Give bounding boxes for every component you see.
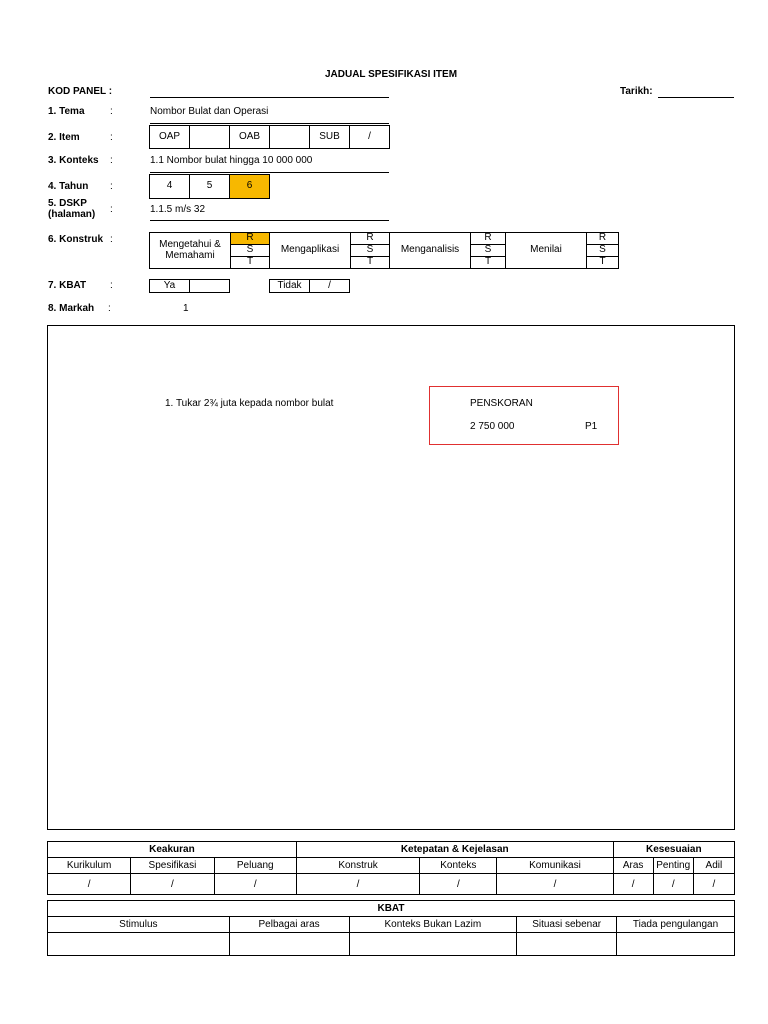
review-col-aras: Aras	[613, 858, 653, 874]
kbat-mark-situasi-sebenar[interactable]	[517, 933, 617, 956]
konstruk-menilai-r[interactable]: R	[586, 232, 619, 245]
kod-panel-line[interactable]	[150, 97, 389, 98]
tahun-option-5[interactable]: 5	[189, 174, 230, 199]
konstruk-menganalisis-t[interactable]: T	[470, 256, 506, 269]
tema-value: Nombor Bulat dan Operasi	[150, 106, 269, 117]
konstruk-menganalisis-s[interactable]: S	[470, 244, 506, 257]
tarikh-label: Tarikh:	[620, 86, 653, 97]
review-mark-aras[interactable]: /	[613, 874, 653, 895]
review-col-komunikasi: Komunikasi	[497, 858, 613, 874]
review-table	[47, 841, 735, 895]
kbat-col-tiada-pengulangan: Tiada pengulangan	[617, 917, 735, 933]
konstruk-name-menganalisis: Menganalisis	[389, 232, 471, 269]
item-cell-oap: OAP	[149, 125, 190, 149]
review-col-peluang: Peluang	[214, 858, 296, 874]
review-mark-spesifikasi[interactable]: /	[131, 874, 214, 895]
tahun-label: 4. Tahun	[48, 181, 89, 192]
review-group-keakuran: Keakuran	[48, 842, 297, 858]
konstruk-menilai-s[interactable]: S	[586, 244, 619, 257]
review-mark-adil[interactable]: /	[693, 874, 734, 895]
tahun-colon: :	[110, 181, 113, 192]
konstruk-mengaplikasi-s[interactable]: S	[350, 244, 390, 257]
review-mark-kurikulum[interactable]: /	[48, 874, 131, 895]
item-colon: :	[110, 132, 113, 143]
tema-line	[150, 123, 389, 124]
tarikh-line[interactable]	[658, 97, 734, 98]
review-mark-peluang[interactable]: /	[214, 874, 296, 895]
markah-label: 8. Markah	[48, 303, 95, 314]
konstruk-name-mengetahui-line1: Mengetahui &	[159, 239, 221, 250]
konstruk-menganalisis-r[interactable]: R	[470, 232, 506, 245]
dskp-label-halaman: (halaman)	[48, 209, 96, 220]
dskp-label: 5. DSKP	[48, 198, 87, 209]
kbat-table	[47, 900, 735, 956]
konstruk-name-mengetahui-line2: Memahami	[165, 249, 215, 261]
review-group-ketepatan: Ketepatan & Kejelasan	[296, 842, 613, 858]
konteks-value: 1.1 Nombor bulat hingga 10 000 000	[150, 155, 313, 166]
tahun-option-4[interactable]: 4	[149, 174, 190, 199]
kod-panel-label: KOD PANEL :	[48, 86, 113, 97]
kbat-mark-tiada-pengulangan[interactable]	[617, 933, 735, 956]
review-mark-konstruk[interactable]: /	[296, 874, 419, 895]
item-label: 2. Item	[48, 132, 80, 143]
scoring-box	[429, 386, 619, 445]
question-text: 1. Tukar 2¾ juta kepada nombor bulat	[165, 398, 334, 409]
item-cell-oap-mark[interactable]	[189, 125, 230, 149]
dskp-colon: :	[110, 204, 113, 215]
kbat-label: 7. KBAT	[48, 280, 87, 291]
konstruk-mengetahui-t[interactable]: T	[230, 256, 270, 269]
item-cell-oab-mark[interactable]	[269, 125, 310, 149]
kbat-col-pelbagai-aras: Pelbagai aras	[229, 917, 349, 933]
kbat-col-situasi-sebenar: Situasi sebenar	[517, 917, 617, 933]
konstruk-label: 6. Konstruk	[48, 234, 104, 245]
kbat-mark-pelbagai-aras[interactable]	[229, 933, 349, 956]
konstruk-name-mengaplikasi: Mengaplikasi	[269, 232, 351, 269]
kbat-col-konteks-bukan-lazim: Konteks Bukan Lazim	[349, 917, 517, 933]
kbat-mark-konteks-bukan-lazim[interactable]	[349, 933, 517, 956]
kbat-mark-stimulus[interactable]	[48, 933, 230, 956]
tema-label: 1. Tema	[48, 106, 85, 117]
review-mark-komunikasi[interactable]: /	[497, 874, 613, 895]
dskp-line	[150, 220, 389, 221]
konstruk-name-menilai: Menilai	[505, 232, 587, 269]
konteks-colon: :	[110, 155, 113, 166]
review-col-spesifikasi: Spesifikasi	[131, 858, 214, 874]
konstruk-name-mengetahui	[149, 232, 231, 269]
review-mark-konteks[interactable]: /	[420, 874, 497, 895]
review-col-konteks: Konteks	[420, 858, 497, 874]
scoring-answer: 2 750 000	[470, 421, 515, 432]
konstruk-colon: :	[110, 234, 113, 245]
dskp-value: 1.1.5 m/s 32	[150, 204, 206, 215]
konstruk-mengaplikasi-r[interactable]: R	[350, 232, 390, 245]
review-group-kesesuaian: Kesesuaian	[613, 842, 734, 858]
kbat-table-title: KBAT	[48, 901, 735, 917]
review-col-penting: Penting	[653, 858, 693, 874]
kbat-col-stimulus: Stimulus	[48, 917, 230, 933]
kbat-ya-mark[interactable]	[189, 279, 230, 293]
kbat-colon: :	[110, 280, 113, 291]
markah-colon: :	[108, 303, 111, 314]
item-cell-sub: SUB	[309, 125, 350, 149]
review-col-adil: Adil	[693, 858, 734, 874]
konstruk-menilai-t[interactable]: T	[586, 256, 619, 269]
kbat-tidak-mark[interactable]: /	[309, 279, 350, 293]
tema-colon: :	[110, 106, 113, 117]
review-mark-penting[interactable]: /	[653, 874, 693, 895]
kbat-tidak: Tidak	[269, 279, 310, 293]
konstruk-table	[149, 232, 619, 269]
konstruk-mengetahui-r[interactable]: R	[230, 232, 270, 245]
konstruk-mengetahui-s[interactable]: S	[230, 244, 270, 257]
tahun-option-6[interactable]: 6	[229, 174, 270, 199]
scoring-title: PENSKORAN	[470, 398, 533, 409]
question-area	[47, 325, 735, 830]
item-box	[149, 125, 390, 149]
kbat-ya: Ya	[149, 279, 190, 293]
item-cell-sub-mark[interactable]: /	[349, 125, 390, 149]
markah-value: 1	[183, 303, 189, 314]
konteks-label: 3. Konteks	[48, 155, 99, 166]
konteks-line	[150, 172, 389, 173]
scoring-point: P1	[585, 421, 598, 432]
page-title: JADUAL SPESIFIKASI ITEM	[324, 69, 458, 80]
review-col-konstruk: Konstruk	[296, 858, 419, 874]
item-cell-oab: OAB	[229, 125, 270, 149]
review-col-kurikulum: Kurikulum	[48, 858, 131, 874]
konstruk-mengaplikasi-t[interactable]: T	[350, 256, 390, 269]
